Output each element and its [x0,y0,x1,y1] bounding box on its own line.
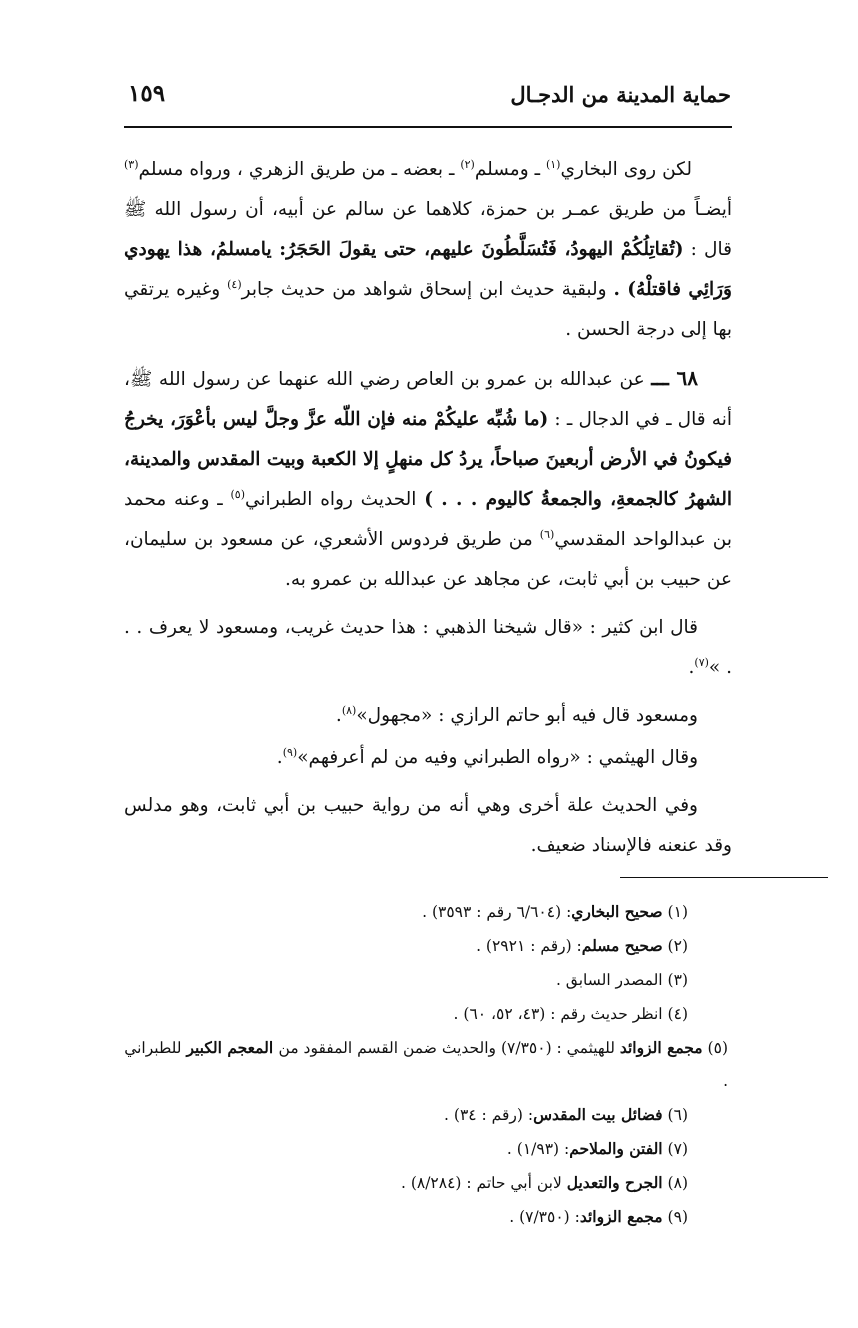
text-run: ـ ومسلم [474,159,546,180]
text-run: وغيره يرتقي بها إلى درجة الحسن . [124,279,732,340]
footnote-number: (١) [667,903,688,921]
paragraph-6: وفي الحديث علة أخرى وهي أنه من رواية حبيب بن أبي ثابت، وهو مدلس وقد عنعنه فالإسناد ضعيف. [124,795,732,856]
source-title: الجرح والتعديل [566,1173,663,1192]
footnote-number: (٢) [667,937,688,955]
footnote-ref-9[interactable]: (٩) [282,745,298,759]
text-run: لكن روى البخاري [560,159,693,180]
footnote-text: : (٧/٣٥٠) . [509,1208,580,1226]
footnote-number: (٨) [667,1174,688,1192]
text-run: قال ابن كثير : «قال شيخنا الذهبي : هذا حديث غريب، ومسعود لا يعرف . . . » [124,617,732,678]
footnote-text: المصدر السابق . [555,971,663,989]
footnote-text: انظر حديث رقم : (٤٣، ٥٢، ٦٠) . [453,1005,663,1023]
paragraph-1 [124,150,732,350]
footnote-text: : (١/٩٣) . [506,1140,570,1158]
text-run: . [276,747,283,768]
header-divider [124,126,732,128]
footnote-ref-3[interactable]: (٣) [124,157,139,171]
footnote-text: : (٦/٦٠٤ رقم : ٣٥٩٣) . [422,903,572,921]
text-run: أيضـاً من طريق عمـر بن حمزة، كلاهما عن سالم عن أبيه، أن رسول الله ﷺ قال : [124,199,732,260]
footnote-number: (٦) [667,1106,688,1124]
footnote-ref-8[interactable]: (٨) [341,703,357,717]
footnote-text: لابن أبي حاتم : (٨/٢٨٤) . [400,1174,567,1192]
footnote-2 [124,929,728,963]
source-title: مجمع الزوائد [579,1207,663,1226]
source-title: صحيح مسلم [581,936,663,955]
footnote-number: (٤) [667,1005,688,1023]
footnote-ref-7[interactable]: (٧) [694,655,709,669]
hadith-number: ٦٨ ـــ [651,366,698,390]
footnote-1 [124,895,728,929]
footnote-number: (٩) [667,1208,688,1226]
text-run: الحديث رواه الطبراني [244,489,425,510]
running-title: حماية المدينة من الدجـال [510,82,731,107]
text-run: ـ بعضه ـ من طريق الزهري ، ورواه مسلم [138,159,461,180]
paragraph-4 [124,696,732,736]
footnote-ref-6[interactable]: (٦) [539,527,555,541]
source-title: مجمع الزوائد [619,1038,703,1057]
paragraph-3 [124,608,732,688]
footnote-divider [620,877,828,878]
text-run: من طريق فردوس الأشعري، عن مسعود بن سليمان، عن حبيب بن أبي ثابت، عن مجاهد عن عبدالله بن عمرو به. [124,529,732,590]
footnote-ref-1[interactable]: (١) [545,157,561,171]
footnote-text: : (رقم : ٢٩٢١) . [476,937,582,955]
text-run: ولبقية حديث ابن إسحاق شواهد من حديث جابر [241,279,614,300]
footnote-7 [124,1132,728,1166]
source-title: المعجم الكبير [186,1038,279,1057]
footnote-text: : (رقم : ٣٤) . [444,1106,534,1124]
source-title: الفتن والملاحم [569,1139,663,1158]
footnote-number: (٣) [667,971,688,989]
footnote-ref-2[interactable]: (٢) [460,157,475,171]
paragraph-5 [124,738,732,778]
footnote-9 [124,1200,728,1234]
footnote-8 [124,1166,728,1200]
text-run: . [335,705,342,726]
text-run: عن عبدالله بن عمرو بن العاص رضي الله عنهما عن رسول الله ﷺ، أنه قال ـ في الدجال ـ : [124,369,732,430]
source-title: صحيح البخاري [571,902,663,921]
hadith-text: (ما شُبِّه عليكُمْ منه فإن اللّه عزَّ وجلَّ ليس بأعْوَرَ، يخرجُ فيكونُ في الأرض أربعينَ صباحاً، يردُ كل منهلٍ إلا الكعبة وبيت المقدس والمدينة، الشهرُ كالجمعةِ، والجمعةُ كاليوم . . . ) [124,409,733,510]
source-title: فضائل بيت المقدس [533,1105,663,1124]
footnote-ref-4[interactable]: (٤) [227,277,242,291]
footnote-text: للطبراني . [124,1039,728,1090]
main-text [124,150,732,874]
footnote-number: (٧) [667,1140,688,1158]
text-run: ومسعود قال فيه أبو حاتم الرازي : «مجهول» [356,705,698,726]
paragraph-2 [124,358,732,600]
text-run: . [688,657,695,678]
page-number: ١٥٩ [128,80,166,107]
footnote-ref-5[interactable]: (٥) [230,487,245,501]
footnotes [124,895,728,1234]
footnote-number: (٥) [707,1039,728,1057]
text-run: وقال الهيثمي : «رواه الطبراني وفيه من لم أعرفهم» [297,747,698,768]
footnote-5 [124,1031,728,1098]
text-run: ـ وعنه محمد بن عبدالواحد المقدسي [124,489,732,550]
hadith-text: (تُقاتِلُكُمْ اليهودُ، فَتُسَلَّطُونَ عليهم، حتى يقولَ الحَجَرُ: يامسلمُ، هذا يهودي وَرَائِي فاقتلْهُ) . [124,239,732,300]
footnote-6 [124,1098,728,1132]
footnote-3 [124,963,728,997]
footnote-4 [124,997,728,1031]
footnote-text: للهيثمي : (٧/٣٥٠) والحديث ضمن القسم المفقود من [278,1039,620,1057]
